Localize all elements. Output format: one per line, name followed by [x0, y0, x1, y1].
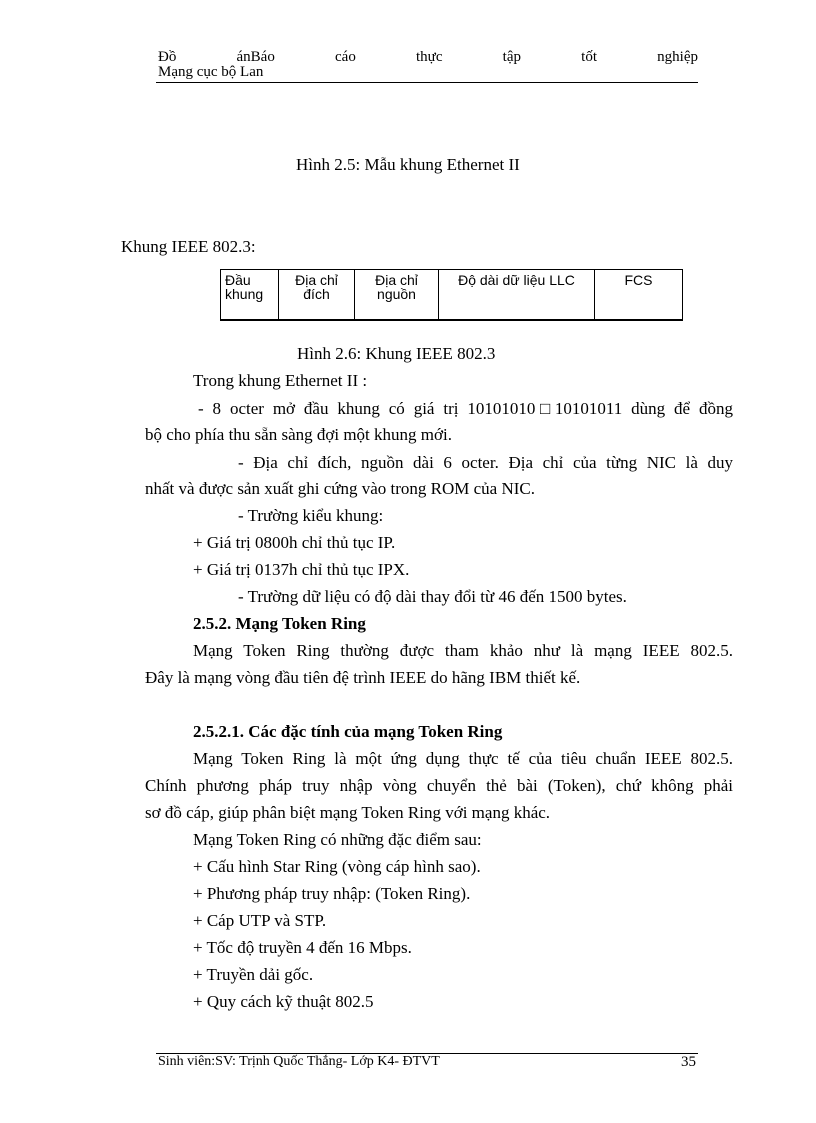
header-word: ánBáo	[236, 49, 275, 65]
feature-item: + Truyền dải gốc.	[193, 965, 314, 984]
octet-line-1: - 8 octer mở đầu khung có giá trị 10101010□10101011 dùng để đồng	[198, 399, 733, 418]
octet-line-2: bộ cho phía thu sẵn sàng đợi một khung mới.	[145, 425, 452, 444]
feature-item: + Tốc độ truyền 4 đến 16 Mbps.	[193, 938, 412, 957]
header-divider	[156, 82, 698, 83]
ieee-frame-table	[220, 269, 683, 321]
header-word: cáo	[335, 49, 356, 65]
footer-student: Sinh viên:SV: Trịnh Quốc Thắng- Lớp K4- ĐTVT	[158, 1054, 440, 1069]
frame-cell-source: Địa chỉ nguồn	[355, 270, 439, 321]
features-line-2: Chính phương pháp truy nhập vòng chuyển thẻ bài (Token), chứ không phải	[145, 776, 733, 795]
figure-2-6-caption: Hình 2.6: Khung IEEE 802.3	[297, 344, 496, 363]
type-ip-line: + Giá trị 0800h chỉ thủ tục IP.	[193, 533, 396, 552]
features-intro: Mạng Token Ring có những đặc điểm sau:	[193, 830, 482, 849]
feature-item: + Cáp UTP và STP.	[193, 911, 327, 930]
type-ipx-line: + Giá trị 0137h chỉ thủ tục IPX.	[193, 560, 410, 579]
ieee-frame-label: Khung IEEE 802.3:	[121, 237, 256, 256]
section-heading-2-5-2: 2.5.2. Mạng Token Ring	[193, 614, 366, 633]
header-subtitle: Mạng cục bộ Lan	[158, 64, 264, 80]
header-word: Đồ	[158, 49, 177, 65]
ethernet-intro: Trong khung Ethernet II :	[193, 371, 368, 390]
frame-cell-length-llc: Độ dài dữ liệu LLC	[439, 270, 595, 321]
frame-cell-preamble: Đầu khung	[221, 270, 279, 321]
token-line-2: Đây là mạng vòng đầu tiên đệ trình IEEE do hãng IBM thiết kế.	[145, 668, 581, 687]
feature-item: + Cấu hình Star Ring (vòng cáp hình sao).	[193, 857, 481, 876]
header-word: tập	[502, 49, 521, 65]
features-line-3: sơ đồ cáp, giúp phân biệt mạng Token Ring với mạng khác.	[145, 803, 551, 822]
feature-item: + Quy cách kỹ thuật 802.5	[193, 992, 374, 1011]
section-heading-2-5-2-1: 2.5.2.1. Các đặc tính của mạng Token Ring	[193, 722, 503, 741]
page-number: 35	[681, 1054, 696, 1070]
header-word: tốt	[581, 49, 597, 65]
frame-cell-destination: Địa chỉ đích	[279, 270, 355, 321]
header-word: thực	[416, 49, 443, 65]
frame-cell-fcs: FCS	[595, 270, 683, 321]
address-line-1: - Địa chỉ đích, nguồn dài 6 octer. Địa chỉ của từng NIC là duy	[238, 453, 733, 472]
header-word: nghiệp	[657, 49, 698, 65]
address-line-2: nhất và được sản xuất ghi cứng vào trong ROM của NIC.	[145, 479, 536, 498]
feature-item: + Phương pháp truy nhập: (Token Ring).	[193, 884, 471, 903]
type-field-line: - Trường kiểu khung:	[238, 506, 384, 525]
header-title	[158, 49, 698, 65]
token-line-1: Mạng Token Ring thường được tham khảo như là mạng IEEE 802.5.	[193, 641, 733, 660]
figure-2-5-caption: Hình 2.5: Mẫu khung Ethernet II	[296, 155, 520, 174]
features-line-1: Mạng Token Ring là một ứng dụng thực tế của tiêu chuẩn IEEE 802.5.	[193, 749, 733, 768]
data-field-line: - Trường dữ liệu có độ dài thay đổi từ 46 đến 1500 bytes.	[238, 587, 627, 606]
